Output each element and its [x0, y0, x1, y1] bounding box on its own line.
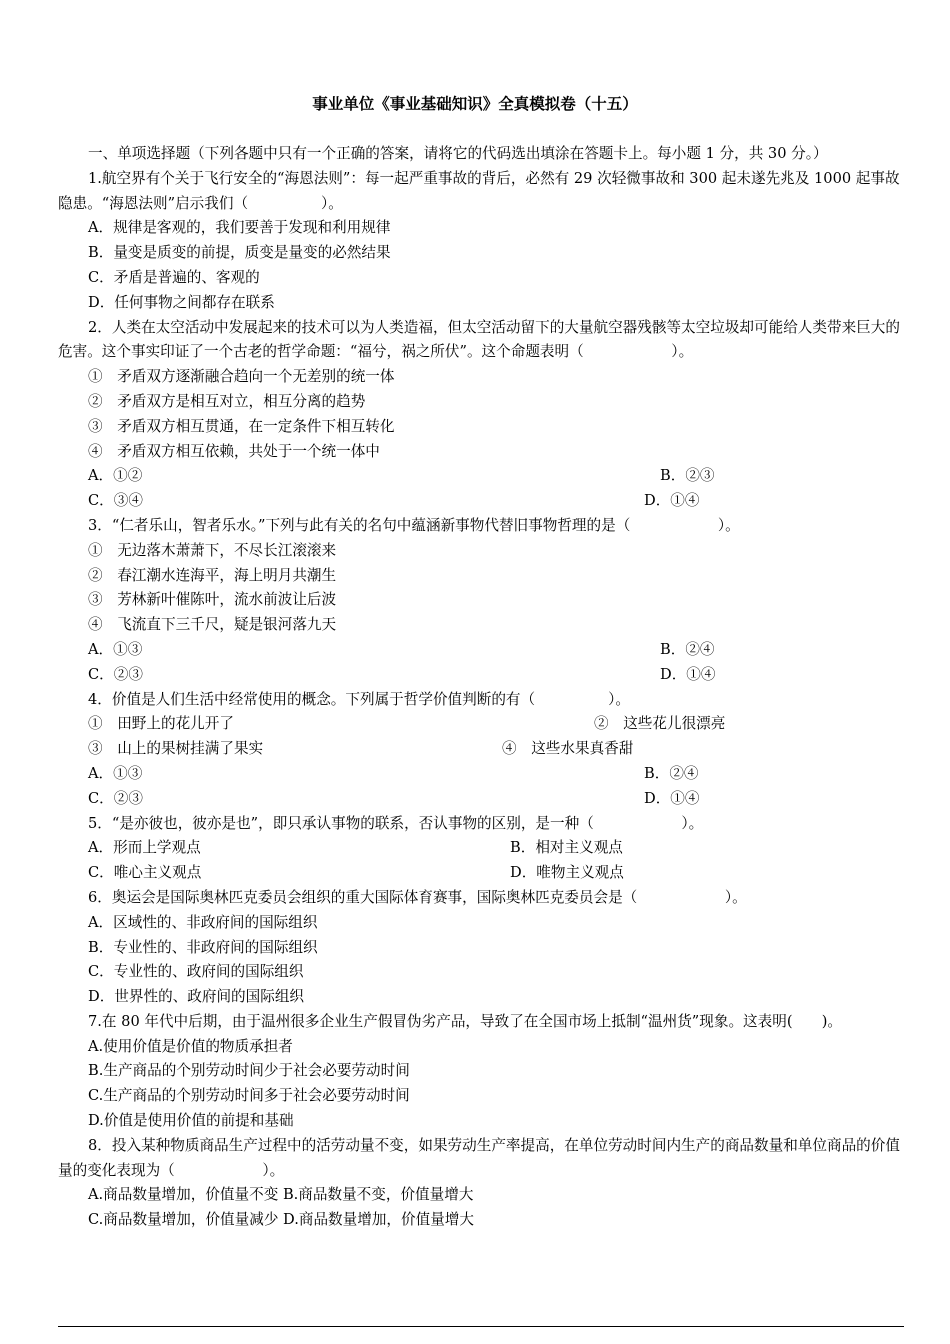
question-6-option-c: C．专业性的、政府间的国际组织 [88, 963, 304, 981]
question-3-statement-2: ② 春江潮水连海平，海上明月共潮生 [88, 566, 337, 584]
question-4-statement-3: ③ 山上的果树挂满了果实 [88, 740, 264, 758]
question-2-statement-1: ① 矛盾双方逐渐融合趋向一个无差别的统一体 [88, 368, 395, 386]
question-2-statement-4: ④ 矛盾双方相互依赖，共处于一个统一体中 [88, 442, 380, 460]
question-7-option-b: B.生产商品的个别劳动时间少于社会必要劳动时间 [88, 1062, 410, 1080]
question-4-statement-1: ① 田野上的花儿开了 [88, 715, 234, 733]
question-7-option-d: D.价值是使用价值的前提和基础 [88, 1112, 294, 1130]
question-2-options-row-2 [58, 489, 906, 514]
question-3-statement-1: ① 无边落木萧萧下，不尽长江滚滚来 [88, 541, 337, 559]
question-4-option-d: D．①④ [644, 789, 700, 807]
question-2-option-c: C．③④ [88, 492, 143, 510]
question-7-option-a: A.使用价值是价值的物质承担者 [88, 1037, 293, 1055]
question-1-option-d: D．任何事物之间都存在联系 [88, 293, 275, 311]
question-4-statement-4: ④ 这些水果真香甜 [502, 740, 634, 758]
question-1-stem: 1.航空界有个关于飞行安全的“海恩法则”：每一起严重事故的背后，必然有 29 次轻微事故和 300 起未遂先兆及 1000 起事故隐患。“海恩法则”启示我们（ ）。 [58, 169, 900, 212]
question-8-options-cd: C.商品数量增加，价值量减少 D.商品数量增加，价值量增大 [88, 1211, 474, 1229]
question-4-option-c: C．②③ [88, 789, 143, 807]
exam-title: 事业单位《事业基础知识》全真模拟卷（十五） [312, 95, 638, 113]
question-5-stem: 5．“是亦彼也，彼亦是也”，即只承认事物的联系，否认事物的区别，是一种（ ）。 [88, 814, 704, 832]
question-3-option-a: A．①③ [88, 640, 143, 658]
question-4-option-a: A．①③ [88, 764, 143, 782]
question-3-statement-4: ④ 飞流直下三千尺，疑是银河落九天 [88, 616, 337, 634]
question-5-option-b: B．相对主义观点 [510, 839, 623, 857]
question-5-options-row-2 [58, 861, 906, 886]
question-2-option-d: D．①④ [644, 492, 700, 510]
question-1-option-a: A．规律是客观的，我们要善于发现和利用规律 [88, 219, 391, 237]
question-7-stem: 7.在 80 年代中后期，由于温州很多企业生产假冒伪劣产品，导致了在全国市场上抵制“温州货”现象。这表明( )。 [88, 1012, 842, 1030]
question-6-option-b: B．专业性的、非政府间的国际组织 [88, 938, 318, 956]
question-4-option-b: B．②④ [644, 764, 699, 782]
question-5-option-a: A．形而上学观点 [88, 839, 201, 857]
exam-content [58, 142, 906, 1233]
question-4-stem: 4．价值是人们生活中经常使用的概念。下列属于哲学价值判断的有（ ）。 [88, 690, 630, 708]
question-5-option-c: C．唯心主义观点 [88, 864, 202, 882]
question-2-option-b: B．②③ [660, 467, 715, 485]
question-2-statement-3: ③ 矛盾双方相互贯通，在一定条件下相互转化 [88, 417, 395, 435]
question-3-stem: 3．“仁者乐山，智者乐水。”下列与此有关的名句中蕴涵新事物代替旧事物哲理的是（ ）。 [88, 516, 740, 534]
question-7-option-c: C.生产商品的个别劳动时间多于社会必要劳动时间 [88, 1087, 410, 1105]
question-2-options-row-1 [58, 464, 906, 489]
question-3-option-d: D．①④ [660, 665, 716, 683]
question-2-statement-2: ② 矛盾双方是相互对立，相互分离的趋势 [88, 392, 366, 410]
question-6-stem: 6．奥运会是国际奥林匹克委员会组织的重大国际体育赛事，国际奥林匹克委员会是（ ）。 [88, 888, 747, 906]
question-6-option-a: A．区域性的、非政府间的国际组织 [88, 913, 318, 931]
question-3-option-b: B．②④ [660, 640, 715, 658]
question-5-option-d: D．唯物主义观点 [510, 864, 624, 882]
question-5-options-row-1 [58, 836, 906, 861]
question-3-options-row-2 [58, 663, 906, 688]
question-1-option-b: B．量变是质变的前提，质变是量变的必然结果 [88, 244, 391, 262]
footer-divider [58, 1326, 904, 1327]
question-2-option-a: A．①② [88, 467, 143, 485]
question-4-options-row-1 [58, 762, 906, 787]
question-4-statement-2: ② 这些花儿很漂亮 [594, 715, 726, 733]
question-1-option-c: C．矛盾是普遍的、客观的 [88, 268, 260, 286]
section-heading: 一、单项选择题（下列各题中只有一个正确的答案，请将它的代码选出填涂在答题卡上。每小题 1 分，共 30 分。） [88, 145, 828, 162]
question-2-stem: 2．人类在太空活动中发展起来的技术可以为人类造福，但太空活动留下的大量航空器残骸等太空垃圾却可能给人类带来巨大的危害。这个事实印证了一个古老的哲学命题：“福兮，祸之所伏”。这个命题表明（ ）。 [58, 318, 900, 361]
question-6-option-d: D．世界性的、政府间的国际组织 [88, 988, 305, 1006]
question-3-option-c: C．②③ [88, 665, 143, 683]
question-4-statements-row-1 [58, 712, 906, 737]
question-3-statement-3: ③ 芳林新叶催陈叶，流水前波让后波 [88, 591, 337, 609]
question-8-stem: 8．投入某种物质商品生产过程中的活劳动量不变，如果劳动生产率提高，在单位劳动时间内生产的商品数量和单位商品的价值量的变化表现为（ ）。 [58, 1136, 900, 1179]
question-4-statements-row-2 [58, 737, 906, 762]
question-4-options-row-2 [58, 787, 906, 812]
question-8-options-ab: A.商品数量增加，价值量不变 B.商品数量不变，价值量增大 [88, 1186, 474, 1204]
question-3-options-row-1 [58, 638, 906, 663]
